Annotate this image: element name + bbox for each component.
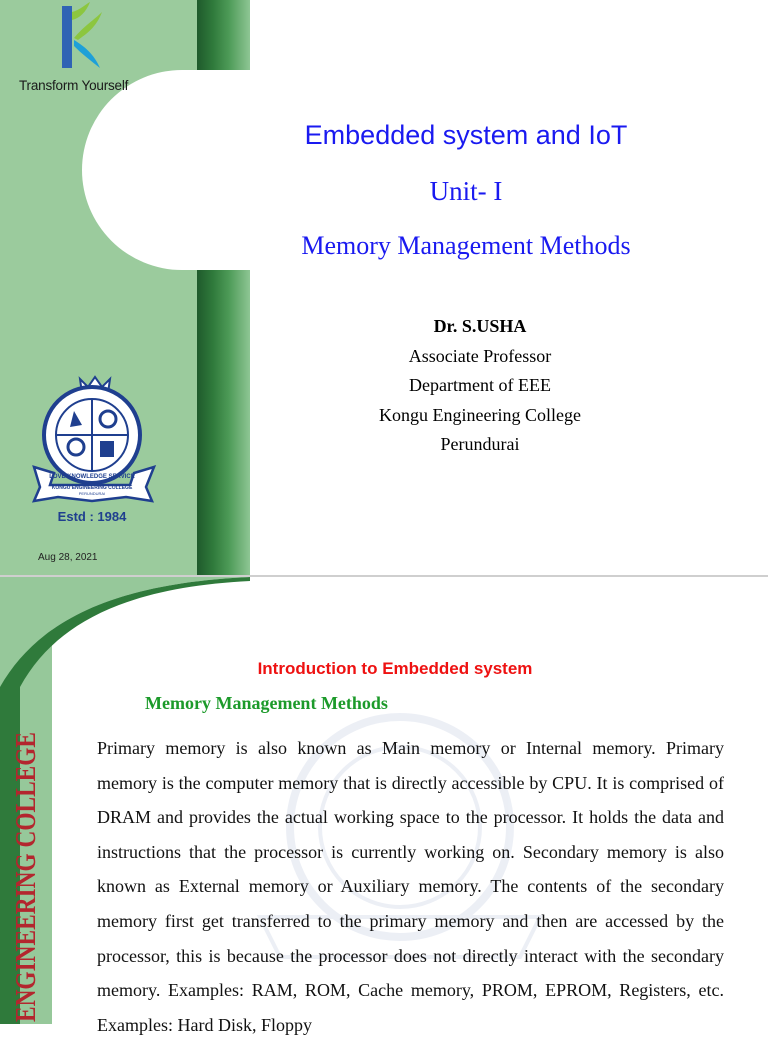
author-name: Dr. S.USHA	[433, 316, 527, 336]
slide-heading: Introduction to Embedded system	[257, 659, 533, 678]
content-area	[250, 0, 768, 575]
college-emblem-icon	[30, 375, 160, 525]
topic-title: Memory Management Methods	[301, 231, 631, 260]
emblem-motto: LOVE KNOWLEDGE SERVICE	[49, 474, 135, 480]
emblem-ribbon-text: KONGU ENGINEERING COLLEGE	[51, 485, 133, 491]
slide-date: Aug 28, 2021	[38, 552, 98, 563]
vertical-college-text	[2, 674, 46, 1024]
author-designation: Associate Professor	[408, 345, 552, 366]
presentation-title: Embedded system and IoT	[304, 120, 628, 150]
unit-label: Unit- I	[429, 176, 503, 206]
body-paragraph: Primary memory is also known as Main memory or Internal memory. Primary memory is the computer memory that is directly accessible by CPU. It is comprised of DRAM and provides the actual working space to the processor. It holds the data and instructions that the processor is currently working on. Secondary memory is also known as External memory or Auxiliary memory. The contents of the secondary memory first get transferred to the primary memory and then are accessed by the processor, this is because the processor does not directly interact with the secondary memory. Examples: RAM, ROM, Cache memory, PROM, EPROM, Registers, etc. Examples: Hard Disk, Floppy	[97, 738, 724, 1035]
emblem-sub-text: PERUNDURAI	[78, 491, 106, 496]
author-college: Kongu Engineering College	[379, 404, 581, 425]
author-department: Department of EEE	[409, 375, 551, 395]
author-block	[330, 312, 630, 460]
logo-tagline: Transform Yourself	[19, 78, 129, 93]
author-place: Perundurai	[440, 434, 520, 454]
vertical-college-label: ENGINEERING COLLEGE	[11, 674, 42, 1022]
content-slide	[0, 577, 768, 1035]
slide-subheading: Memory Management Methods	[145, 693, 388, 713]
college-logo-icon	[50, 2, 106, 74]
emblem-estd: Estd : 1984	[57, 509, 127, 524]
